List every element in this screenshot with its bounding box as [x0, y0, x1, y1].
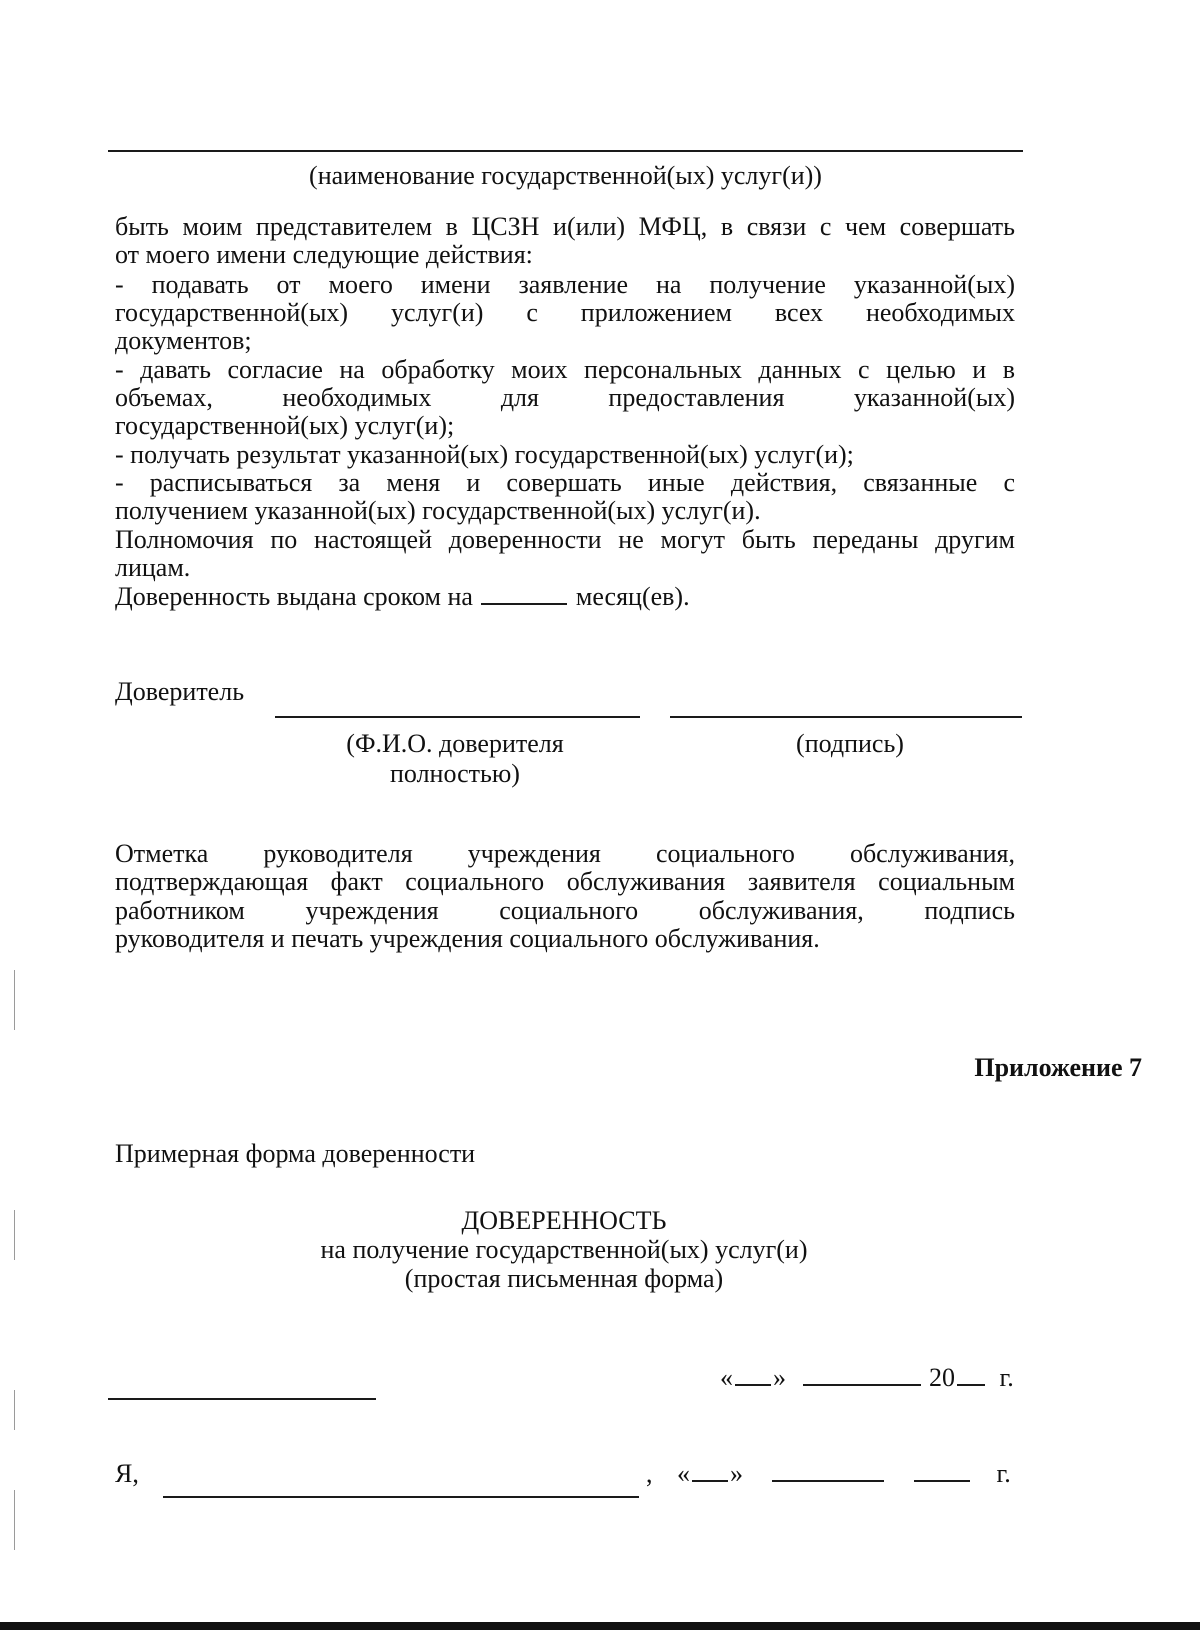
principal-label: Доверитель	[115, 677, 245, 706]
year-suffix: г.	[999, 1363, 1014, 1392]
i-label: Я,	[115, 1459, 139, 1488]
body-line: государственной(ых) услуг(и) с приложением всех необходимых	[115, 298, 1015, 327]
document-title: ДОВЕРЕННОСТЬ	[461, 1206, 667, 1235]
month-blank[interactable]	[803, 1383, 921, 1386]
date-quote-open: «	[720, 1363, 733, 1392]
body-line: - давать согласие на обработку моих персональных данных с целью и в	[115, 355, 1015, 384]
principal-name-blank[interactable]	[163, 1496, 639, 1498]
birth-day-blank[interactable]	[692, 1479, 728, 1482]
body-line: лицам.	[115, 553, 191, 582]
note-line: руководителя и печать учреждения социального обслуживания.	[115, 924, 820, 953]
service-name-blank	[108, 150, 1023, 152]
scan-edge-mark	[14, 1390, 15, 1430]
service-caption: (наименование государственной(ых) услуг(и))	[309, 161, 822, 190]
body-line: документов;	[115, 326, 252, 355]
body-line: - подавать от моего имени заявление на получение указанной(ых)	[115, 270, 1015, 299]
year-prefix: 20	[929, 1363, 955, 1392]
body-line: быть моим представителем в ЦСЗН и(или) МФЦ, в связи с чем совершать	[115, 212, 1015, 241]
scan-bottom-edge	[0, 1622, 1200, 1630]
body-line: получением указанной(ых) государственной(ых) услуг(и).	[115, 496, 761, 525]
term-before: Доверенность выдана сроком на	[115, 582, 473, 611]
body-line: объемах, необходимых для предоставления указанной(ых)	[115, 383, 1015, 412]
issue-date-line	[720, 1364, 1014, 1392]
body-line: - получать результат указанной(ых) государственной(ых) услуг(и);	[115, 440, 854, 469]
note-line: Отметка руководителя учреждения социального обслуживания,	[115, 839, 1015, 868]
body-line: от моего имени следующие действия:	[115, 240, 533, 269]
birth-quote-close: »	[730, 1459, 743, 1488]
note-line: работником учреждения социального обслуживания, подпись	[115, 896, 1015, 925]
appendix-title: Приложение 7	[974, 1053, 1142, 1082]
place-blank[interactable]	[108, 1398, 376, 1400]
scan-edge-mark	[14, 1490, 15, 1550]
birth-month-blank[interactable]	[772, 1479, 884, 1482]
birth-year-suffix: г.	[996, 1459, 1011, 1488]
document-subtitle: на получение государственной(ых) услуг(и)	[320, 1235, 808, 1264]
birth-year-blank[interactable]	[914, 1479, 970, 1482]
body-line: государственной(ых) услуг(и);	[115, 411, 455, 440]
signature-caption: (подпись)	[796, 729, 904, 758]
fio-caption: (Ф.И.О. доверителя	[346, 729, 564, 758]
note-line: подтверждающая факт социального обслуживания заявителя социальным	[115, 867, 1015, 896]
birth-date-line	[646, 1460, 1011, 1488]
body-line: - расписываться за меня и совершать иные действия, связанные с	[115, 468, 1015, 497]
term-months-blank[interactable]	[481, 602, 567, 605]
form-label: Примерная форма доверенности	[115, 1139, 476, 1168]
comma: ,	[646, 1459, 653, 1488]
scan-edge-mark	[14, 970, 15, 1030]
fio-caption: полностью)	[390, 759, 520, 788]
birth-quote-open: «	[677, 1459, 690, 1488]
term-line	[115, 583, 690, 611]
body-line: Полномочия по настоящей доверенности не могут быть переданы другим	[115, 525, 1015, 554]
day-blank[interactable]	[735, 1383, 771, 1386]
term-after: месяц(ев).	[575, 582, 690, 611]
year-blank[interactable]	[957, 1383, 985, 1386]
date-quote-close: »	[773, 1363, 786, 1392]
document-form: (простая письменная форма)	[404, 1264, 724, 1293]
principal-signature-blank[interactable]	[670, 716, 1022, 718]
principal-fio-blank[interactable]	[275, 716, 640, 718]
